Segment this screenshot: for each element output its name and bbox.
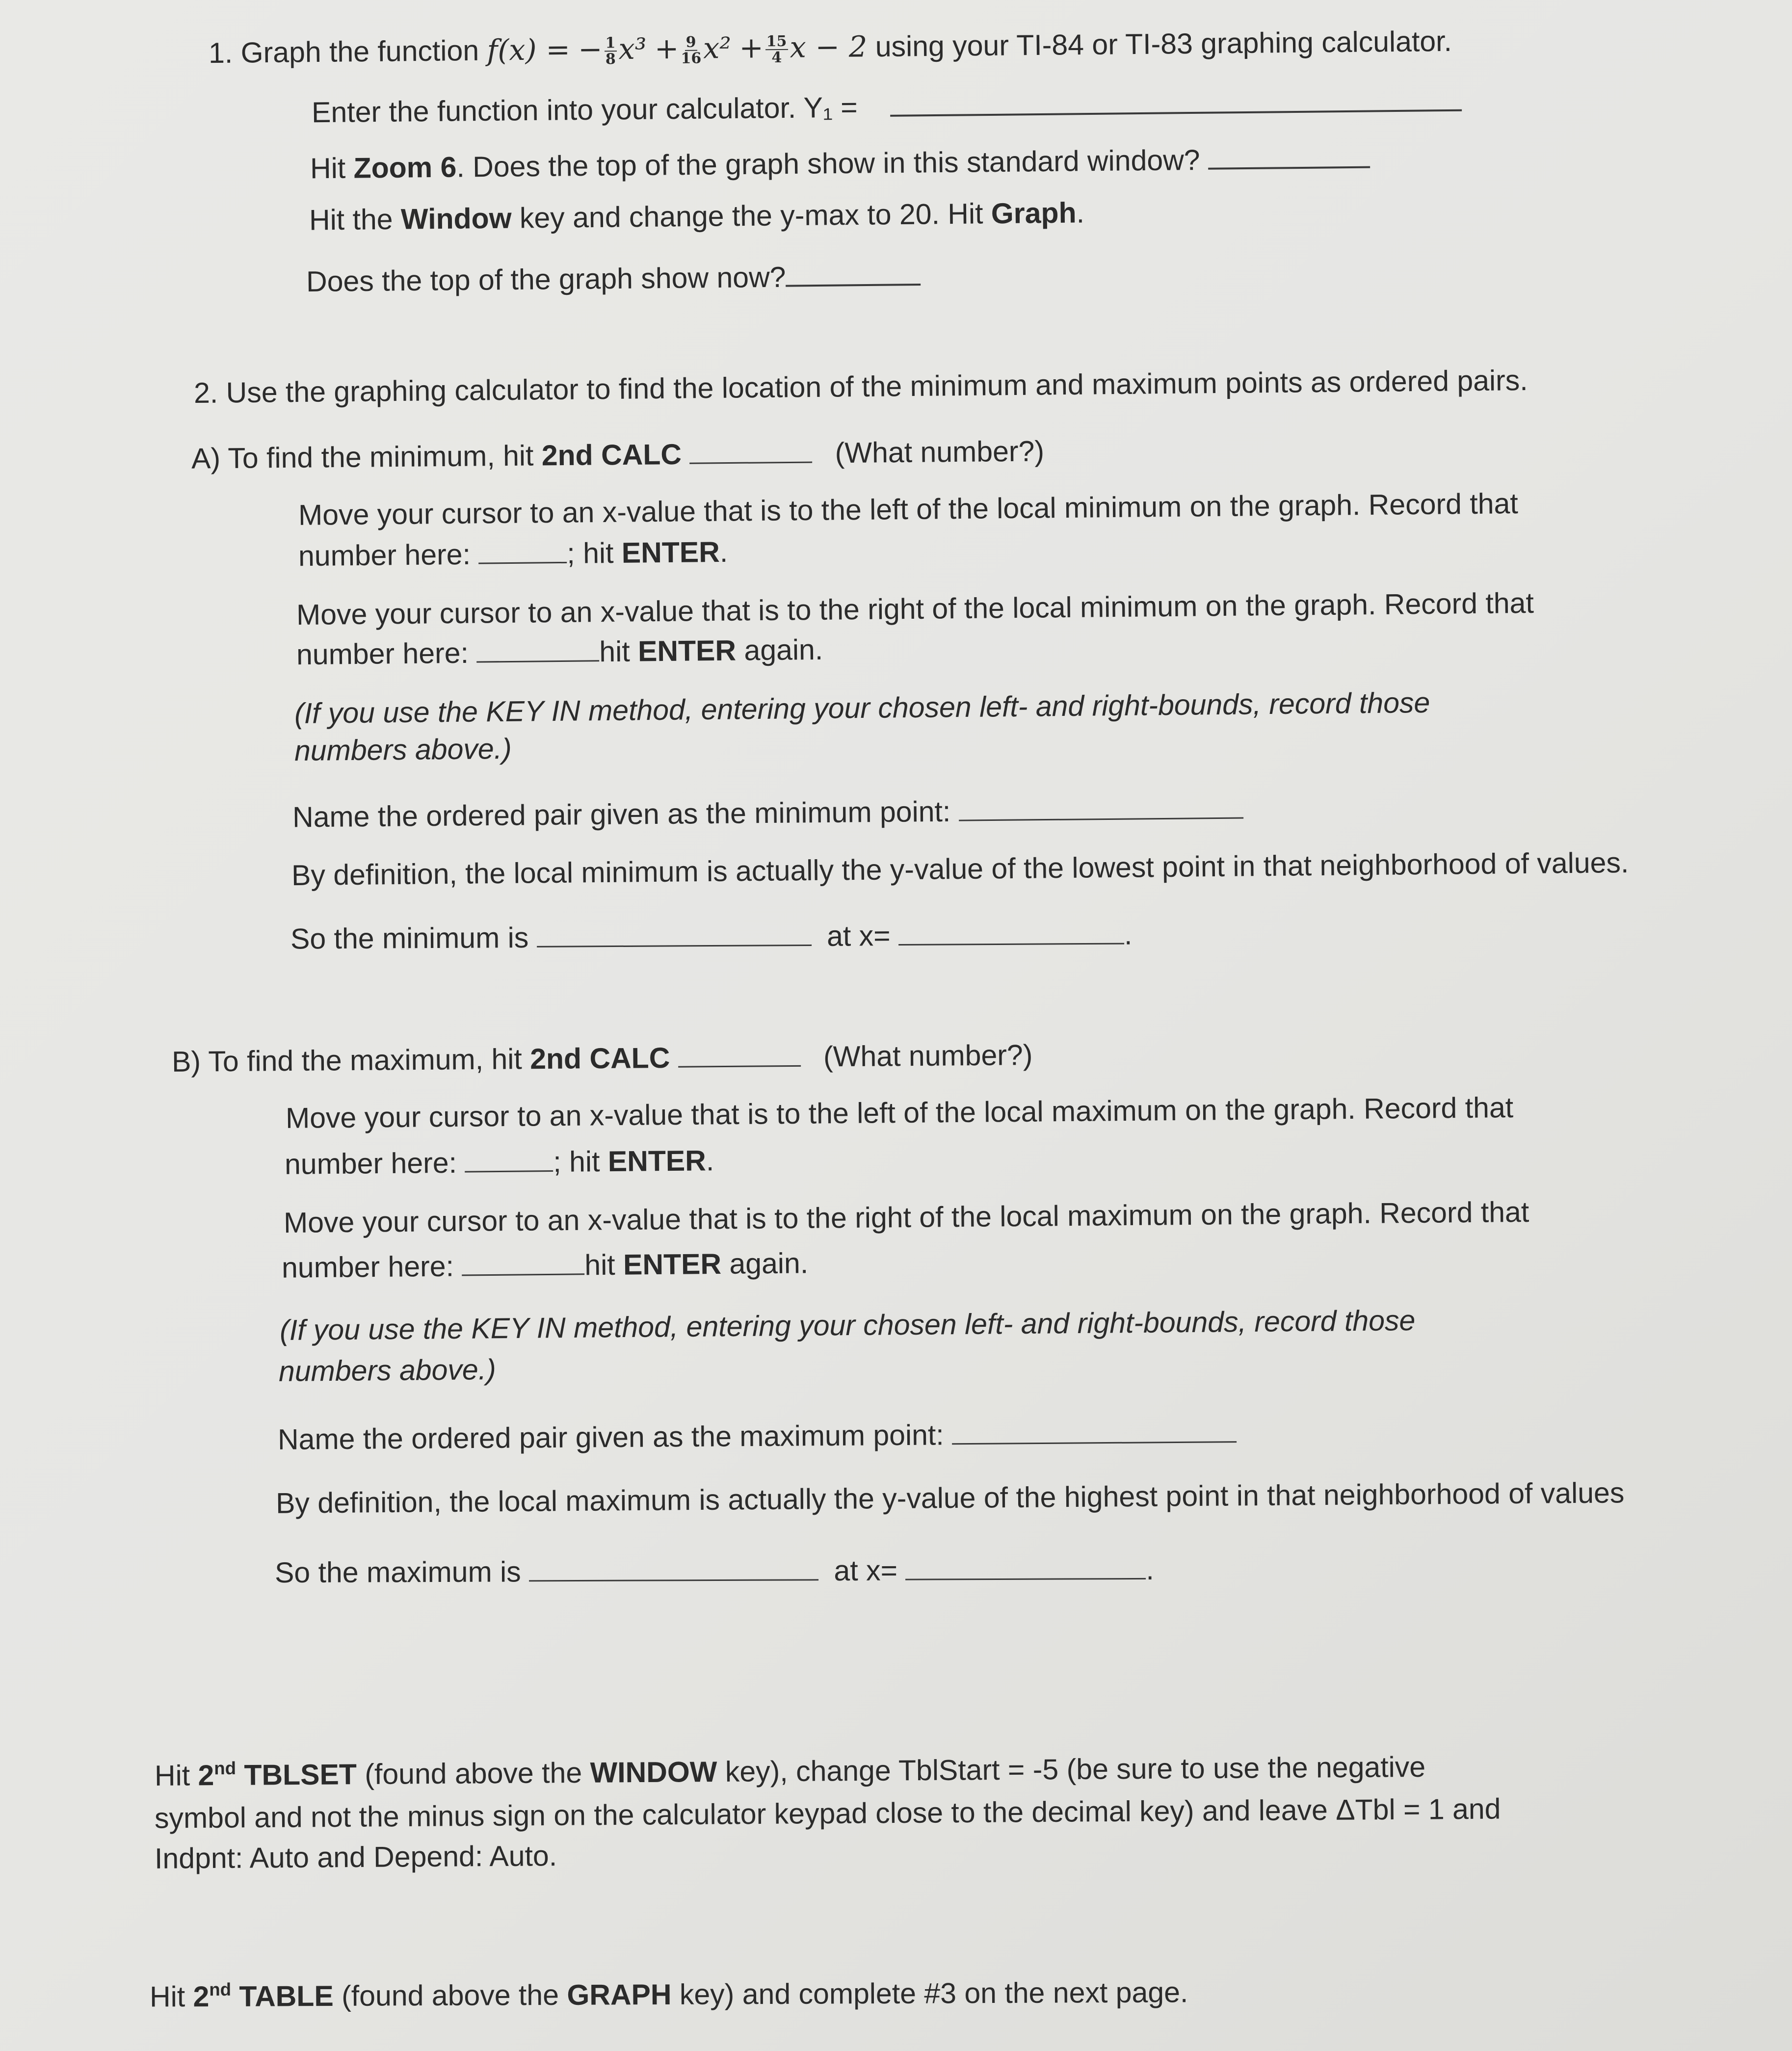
min-keyin-line2: numbers above.) (294, 732, 512, 767)
min-left-label: number here: (298, 538, 471, 573)
min-left-value-blank[interactable] (478, 534, 567, 564)
min-calc-number-blank[interactable] (689, 434, 813, 464)
min-header-line (191, 432, 1045, 475)
min-right-line1: Move your cursor to an x-value that is to the right of the local minimum on the graph. Record that (296, 586, 1534, 631)
max-left-label: number here: (284, 1146, 457, 1181)
q1-title-line (209, 25, 1452, 71)
max-calc-key: 2nd CALC (529, 1041, 670, 1076)
max-what-number: (What number?) (823, 1039, 1033, 1073)
max-left-line2: number here: ; hit ENTER. (285, 1141, 714, 1182)
max-calc-number-blank[interactable] (678, 1038, 800, 1068)
min-value-blank[interactable] (536, 917, 811, 947)
q1-window-line (309, 196, 1085, 237)
q1-term1-sign: − (578, 32, 603, 66)
q1-lead: Graph the function (240, 34, 479, 69)
tblset-line1: Hit 2nd TBLSET (found above the WINDOW key), change TblStart = -5 (be sure to use the negative (154, 1750, 1426, 1792)
q1-number: 1. (208, 36, 233, 70)
min-what-number: (What number?) (835, 435, 1045, 470)
standard-window-blank[interactable] (1208, 139, 1370, 170)
window-key: Window (400, 202, 512, 236)
min-right-line2: number here: hit ENTER again. (296, 633, 823, 671)
enter-key: ENTER (607, 1144, 707, 1178)
q1-top-now: Does the top of the graph show now? (306, 261, 786, 298)
max-x-blank[interactable] (905, 1551, 1146, 1580)
max-so-line: So the maximum is at x= . (275, 1551, 1154, 1590)
min-ordered-pair-blank[interactable] (958, 790, 1243, 821)
q1-window-pre: Hit the (309, 203, 393, 237)
min-left-line1: Move your cursor to an x-value that is to the left of the local minimum on the graph. Record that (298, 487, 1519, 531)
max-value-blank[interactable] (529, 1551, 818, 1581)
enter-key: ENTER (637, 634, 737, 668)
q1-term3-sign: + (739, 30, 764, 65)
q1-zoom-pre: Hit (310, 152, 346, 185)
min-keyin-line1: (If you use the KEY IN method, entering your chosen left- and right-bounds, record those (294, 686, 1430, 730)
q1-zoom-post: . Does the top of the graph show in this standard window? (456, 144, 1200, 184)
y1-blank[interactable] (890, 82, 1462, 117)
enter-key: ENTER (623, 1247, 722, 1281)
q1-term3-fraction: $\frac{15}{4}$ (765, 34, 788, 66)
q1-term2-var: x² (703, 30, 732, 65)
window-key: WINDOW (590, 1755, 717, 1789)
table-line: Hit 2nd TABLE (found above the GRAPH key) and complete #3 on the next page. (149, 1976, 1188, 2013)
max-definition: By definition, the local maximum is actually the y-value of the highest point in that neighborhood of values (275, 1476, 1625, 1520)
min-pre: A) To find the minimum, hit (191, 439, 534, 475)
q1-term2-sign: + (654, 31, 679, 66)
max-keyin-line1: (If you use the KEY IN method, entering your chosen left- and right-bounds, record those (279, 1304, 1416, 1347)
q1-top-now-line (306, 256, 921, 299)
q1-enter-prompt: Enter the function into your calculator. Y₁ = (311, 91, 858, 129)
top-now-blank[interactable] (786, 256, 921, 287)
tblset-line2: symbol and not the minus sign on the calculator keypad close to the decimal key) and leave ΔTbl = 1 and (154, 1792, 1501, 1835)
q1-enter-line (312, 82, 1462, 130)
q1-term3-var: x − 2 (790, 29, 868, 64)
q1-zoom-line (310, 139, 1370, 186)
min-calc-key: 2nd CALC (541, 438, 682, 472)
min-x-blank[interactable] (898, 916, 1124, 946)
min-left-line2: number here: ; hit ENTER. (298, 533, 728, 573)
max-keyin-line2: numbers above.) (278, 1353, 497, 1388)
enter-key: ENTER (621, 536, 720, 569)
tblset-key: 2nd TBLSET (198, 1758, 357, 1792)
zoom6-key: Zoom 6 (353, 151, 457, 184)
tblset-line3: Indpnt: Auto and Depend: Auto. (154, 1840, 557, 1875)
max-left-line1: Move your cursor to an x-value that is to the left of the local maximum on the graph. Record that (285, 1091, 1514, 1134)
q1-window-mid: key and change the y-max to 20. Hit (519, 197, 983, 235)
table-key: 2nd TABLE (193, 1979, 334, 2013)
max-left-value-blank[interactable] (465, 1143, 553, 1173)
graph-key: Graph (991, 196, 1077, 230)
max-ordered-pair-blank[interactable] (952, 1414, 1237, 1445)
max-right-line1: Move your cursor to an x-value that is to the right of the local maximum on the graph. Record that (283, 1195, 1529, 1239)
min-right-value-blank[interactable] (476, 632, 600, 662)
max-right-value-blank[interactable] (462, 1246, 585, 1276)
q1-tail: using your TI-84 or TI-83 graphing calculator. (875, 25, 1452, 63)
q2-intro: 2. Use the graphing calculator to find the location of the minimum and maximum points as ordered pairs. (193, 364, 1528, 410)
q1-term1-var: x³ (618, 31, 647, 66)
q1-term1-fraction: $\frac{1}{8}$ (605, 34, 616, 68)
graph-key: GRAPH (567, 1978, 672, 2011)
q1-function-name: f(x) = (487, 32, 571, 67)
q1-window-end: . (1076, 196, 1085, 229)
max-header-line (172, 1036, 1033, 1079)
min-so-line: So the minimum is at x= . (290, 916, 1133, 956)
max-right-line2: number here: hit ENTER again. (282, 1244, 809, 1285)
q1-term2-fraction: $\frac{9}{16}$ (681, 33, 702, 68)
max-right-label: number here: (281, 1250, 454, 1284)
max-pre: B) To find the maximum, hit (171, 1043, 523, 1078)
min-right-label: number here: (296, 636, 469, 671)
min-pair-line: Name the ordered pair given as the minimum point: (292, 790, 1243, 835)
min-definition: By definition, the local minimum is actually the y-value of the lowest point in that neighborhood of values. (291, 846, 1629, 892)
max-pair-line: Name the ordered pair given as the maximum point: (278, 1414, 1237, 1457)
